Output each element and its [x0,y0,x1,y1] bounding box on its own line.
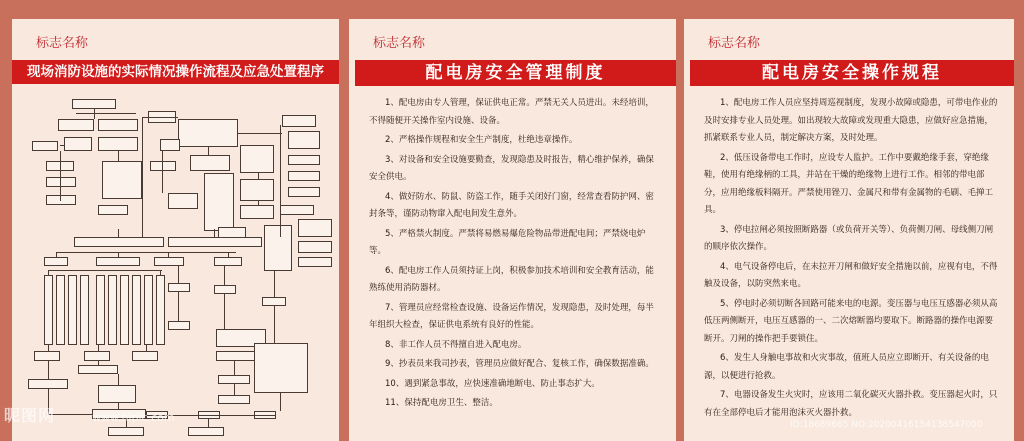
rule-item: 9、抄表员来我司抄表，管理员应做好配合、复核工作，确保数据准确。 [385,359,654,369]
flow-node [150,161,176,171]
flow-node [98,119,138,131]
flow-node [108,427,144,436]
flow-node [168,237,262,247]
operation-rules-panel [684,19,1014,441]
flow-node [298,241,332,253]
rule-item: 3、停电拉闸必须按照断路器（或负荷开关等）、负荷侧刀闸、母线侧刀闸的顺序依次操作。 [704,224,994,252]
flow-node [288,187,320,197]
flow-node [96,275,105,345]
flow-node [160,139,180,151]
management-rules-panel [349,19,676,441]
rule-item: 5、停电时必须切断各回路可能来电的电源。变压器与电压互感器必须从高低压两侧断开，电压互感器的一、二次熔断器均要取下。断路器的操作电源要断开。刀闸的操作把手要锁住。 [704,298,998,344]
brand-name: 标志名称 [708,36,761,51]
rule-item: 7、电器设备发生火灾时，应该用二氧化碳灭火器扑救。变压器起火时，只有在全部停电后才能用泡沫灭火器扑救。 [704,390,998,418]
flow-node [98,137,138,151]
rule-item: 6、发生人身触电事故和火灾事故，值班人员应立即断开、有关设备的电源，以便进行抢救。 [704,353,989,381]
flow-node [72,99,116,109]
flow-node [144,275,153,345]
brand-name: 标志名称 [36,36,89,51]
flowchart-panel [12,19,339,441]
rule-item: 10、遇到紧急事故，应快速准确地断电、防止事态扩大。 [385,378,600,389]
flow-node [56,275,65,345]
flow-node [34,351,60,361]
flow-node [156,275,165,345]
flow-node [168,321,190,330]
flow-node [264,225,292,271]
flow-node [240,145,274,173]
flow-node [108,275,117,345]
flow-node [78,365,118,374]
flow-node [218,395,250,404]
brand-name: 标志名称 [373,36,426,51]
flow-node [178,119,238,147]
watermark-id: ID:18689665 NO:20200416154138547000 [790,420,983,430]
flow-node [168,283,190,292]
flow-node [214,285,236,294]
flow-node [240,205,274,219]
flow-node [262,297,286,306]
flow-node [74,237,164,247]
rule-item: 3、对设备和安全设施要勤查，发现隐患及时报告，精心维护保养，确保安全供电。 [369,154,654,182]
flow-node [190,155,230,171]
flow-node [154,257,184,266]
rule-item: 4、做好防水、防鼠、防盗工作，随手关闭好门窗，经常查看防护网、密封条等，谨防动物窜入配电间发生意外。 [369,191,654,219]
flow-node [58,119,94,131]
rule-item: 7、管理员应经常检查设施、设备运作情况，发现隐患，及时处理，每半年组织大检查，保证供电系统有良好的性能。 [369,302,654,330]
flow-node [132,351,158,361]
flow-node [102,161,142,199]
flow-node [98,205,128,215]
flow-node [288,131,320,149]
flow-node [298,219,332,237]
flow-node [68,275,77,345]
rule-item: 2、严格操作规程和安全生产制度，杜绝违章操作。 [385,135,578,145]
flow-node [204,173,234,231]
panel-title: 现场消防设施的实际情况操作流程及应急处置程序 [12,60,339,84]
flow-node [254,343,308,393]
flow-node [120,275,129,345]
flow-node [64,137,92,151]
rule-item: 1、配电房由专人管理，保证供电正常。严禁无关人员进出。未经培训，不得随便开关操作室内设施、设备。 [369,98,654,126]
flow-node [288,155,320,165]
emergency-flowchart [18,89,336,441]
flow-node [280,205,314,215]
rule-item: 11、保持配电房卫生、整洁。 [385,398,498,408]
rule-item: 2、低压设备带电工作时，应设专人监护。工作中要戴绝缘手套，穿绝缘鞋，使用有绝缘柄的工具，并站在干燥的绝缘物上进行工作。相邻的带电部分，应用绝缘板料隔开。严禁使用锉刀、金属尺和带有金属物的毛刷、毛掸工具。 [704,152,994,215]
flow-node [96,257,140,266]
flow-node [46,177,76,187]
flow-node [132,275,141,345]
rule-item: 4、电气设备停电后，在未拉开刀闸和做好安全措施以前，应视有电，不得触及设备，以防突然来电。 [704,261,998,289]
flow-node [46,195,76,205]
rule-item: 1、配电房工作人员应坚持周巡视制度，发现小故障或隐患，可带电作业的及时安排专业人员处理。如出现较大故障或发现重大隐患，应做好应急措施，抓紧联系专业人员，制定解决方案，及时处理。 [704,98,998,143]
flow-node [80,275,89,345]
flow-node [288,171,320,181]
flow-node [218,375,250,384]
rule-item: 5、严格禁火制度。严禁将易燃易爆危险物品带进配电间；严禁烧电炉等。 [369,228,646,256]
panel-title: 配电房安全操作规程 [690,60,1014,86]
rules-list [369,95,660,437]
rule-item: 8、非工作人员不得擅自进入配电房。 [385,339,527,350]
rule-item: 6、配电房工作人员须持证上岗，积极参加技术培训和安全教育活动，能熟练使用消防器材。 [369,265,654,293]
flow-node [44,275,53,345]
flow-node [28,379,68,389]
watermark-url: www.nipic.com [92,411,175,424]
flow-node [188,427,224,436]
flow-node [32,141,58,151]
rules-list [704,95,998,437]
flow-node [240,179,274,201]
flow-node [282,115,316,127]
flow-node [298,257,332,267]
panel-title: 配电房安全管理制度 [355,60,676,86]
flow-node [98,385,136,403]
flow-node [84,351,110,361]
watermark-logo: 昵图网 [4,406,56,425]
flow-node [168,193,198,209]
flow-node [44,257,68,266]
flow-node [214,257,242,266]
